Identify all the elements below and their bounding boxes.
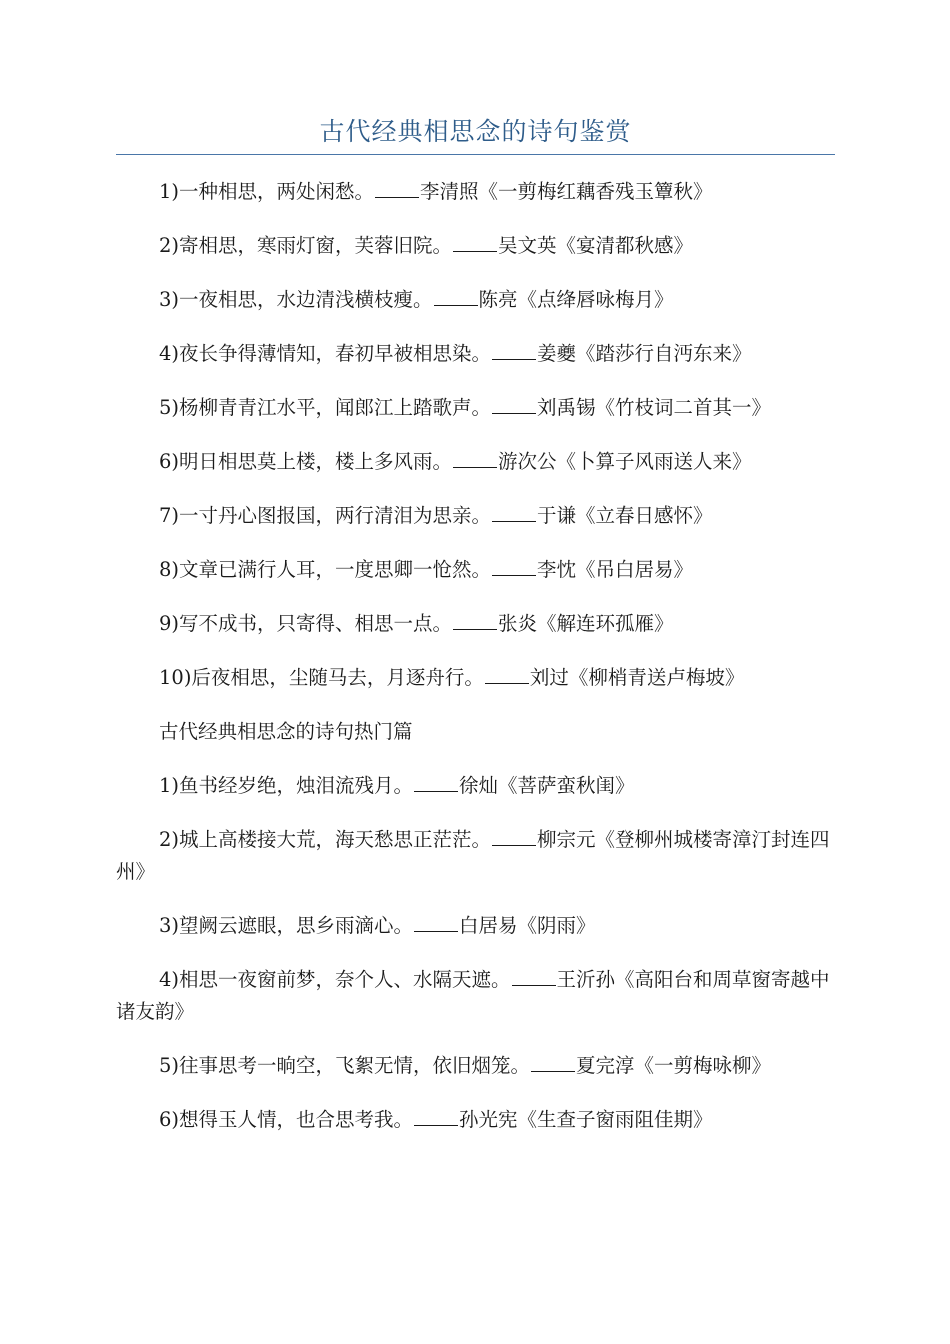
poem-line: 9)写不成书，只寄得、相思一点。 张炎《解连环孤雁》	[116, 608, 835, 640]
blank-underline	[492, 393, 536, 414]
poem-line: 10)后夜相思，尘随马去，月逐舟行。 刘过《柳梢青送卢梅坡》	[116, 662, 835, 694]
poem-line: 1)鱼书经岁绝，烛泪流残月。 徐灿《菩萨蛮秋闺》	[116, 770, 835, 802]
document-body	[116, 176, 835, 1158]
blank-underline	[512, 965, 556, 986]
poem-line: 5)往事思考一晌空，飞絮无情，依旧烟笼。 夏完淳《一剪梅咏柳》	[116, 1050, 835, 1082]
blank-underline	[492, 339, 536, 360]
blank-underline	[375, 177, 419, 198]
poem-line: 5)杨柳青青江水平，闻郎江上踏歌声。 刘禹锡《竹枝词二首其一》	[116, 392, 835, 424]
blank-underline	[492, 825, 536, 846]
poem-line: 4)相思一夜窗前梦，奈个人、水隔天遮。 王沂孙《高阳台和周草窗寄越中诸友韵》	[116, 964, 835, 1028]
document-title: 古代经典相思念的诗句鉴赏	[319, 117, 632, 146]
blank-underline	[453, 609, 497, 630]
poem-line: 3)一夜相思，水边清浅横枝瘦。 陈亮《点绛唇咏梅月》	[116, 284, 835, 316]
blank-underline	[453, 231, 497, 252]
poem-line: 7)一寸丹心图报国，两行清泪为思亲。 于谦《立春日感怀》	[116, 500, 835, 532]
poem-line: 2)城上高楼接大荒，海天愁思正茫茫。 柳宗元《登柳州城楼寄漳汀封连四州》	[116, 824, 835, 888]
section-heading: 古代经典相思念的诗句热门篇	[159, 720, 413, 743]
blank-underline	[492, 501, 536, 522]
poem-line: 6)想得玉人情，也合思考我。 孙光宪《生查子窗雨阻佳期》	[116, 1104, 835, 1136]
blank-underline	[531, 1051, 575, 1072]
poem-line: 1)一种相思，两处闲愁。 李清照《一剪梅红藕香残玉簟秋》	[116, 176, 835, 208]
blank-underline	[414, 771, 458, 792]
poem-line: 6)明日相思莫上楼，楼上多风雨。 游次公《卜算子风雨送人来》	[116, 446, 835, 478]
blank-underline	[492, 555, 536, 576]
blank-underline	[485, 663, 529, 684]
blank-underline	[453, 447, 497, 468]
blank-underline	[434, 285, 478, 306]
blank-underline	[414, 911, 458, 932]
title-underline	[116, 154, 835, 155]
poem-line: 8)文章已满行人耳，一度思卿一怆然。 李忱《吊白居易》	[116, 554, 835, 586]
blank-underline	[414, 1105, 458, 1126]
poem-line: 2)寄相思，寒雨灯窗，芙蓉旧院。 吴文英《宴清都秋感》	[116, 230, 835, 262]
poem-line: 3)望阙云遮眼，思乡雨滴心。 白居易《阴雨》	[116, 910, 835, 942]
poem-line: 4)夜长争得薄情知，春初早被相思染。 姜夔《踏莎行自沔东来》	[116, 338, 835, 370]
